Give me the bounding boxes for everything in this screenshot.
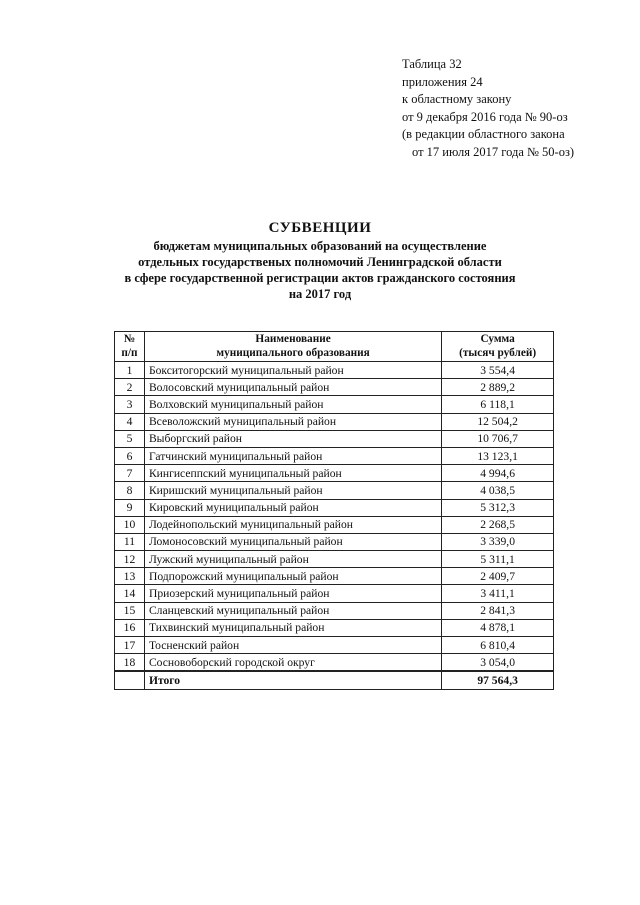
table-row <box>115 654 554 672</box>
appendix-note-line: к областному закону <box>402 92 512 106</box>
municipality-name: Лужский муниципальный район <box>144 551 441 568</box>
appendix-note-line: от 17 июля 2017 года № 50-оз) <box>412 144 575 159</box>
column-header-name: Наименование муниципального образования <box>144 332 441 362</box>
municipality-name: Всеволожский муниципальный район <box>144 413 441 430</box>
table-row <box>115 465 554 482</box>
column-header-sum: Сумма (тысяч рублей) <box>442 332 554 362</box>
row-number: 12 <box>115 551 145 568</box>
appendix-note-line: Таблица 32 <box>402 57 462 71</box>
row-number: 14 <box>115 585 145 602</box>
subvention-amount: 3 554,4 <box>442 362 554 379</box>
municipality-name: Сланцевский муниципальный район <box>144 602 441 619</box>
table-row <box>115 447 554 464</box>
municipality-name: Приозерский муниципальный район <box>144 585 441 602</box>
subvention-amount: 3 411,1 <box>442 585 554 602</box>
title-line: на 2017 год <box>288 287 352 301</box>
subvention-amount: 13 123,1 <box>442 447 554 464</box>
table-row <box>115 568 554 585</box>
table-row <box>115 585 554 602</box>
table-row <box>115 499 554 516</box>
row-number: 15 <box>115 602 145 619</box>
row-number: 13 <box>115 568 145 585</box>
row-number: 11 <box>115 533 145 550</box>
total-label: Итого <box>144 671 441 689</box>
row-number: 4 <box>115 413 145 430</box>
table-row <box>115 396 554 413</box>
appendix-note-line: приложения 24 <box>402 74 483 89</box>
municipality-name: Подпорожский муниципальный район <box>144 568 441 585</box>
appendix-note-line: (в редакции областного закона <box>402 127 565 141</box>
subventions-table <box>114 331 554 690</box>
row-number: 10 <box>115 516 145 533</box>
row-number: 17 <box>115 637 145 654</box>
row-number: 7 <box>115 465 145 482</box>
subvention-amount: 5 312,3 <box>442 499 554 516</box>
title-line: отдельных государственых полномочий Ленинградской области <box>138 255 502 269</box>
municipality-name: Гатчинский муниципальный район <box>144 447 441 464</box>
subvention-amount: 2 409,7 <box>442 568 554 585</box>
title-line: в сфере государственной регистрации актов гражданского состояния <box>124 271 516 285</box>
row-number: 3 <box>115 396 145 413</box>
municipality-name: Кировский муниципальный район <box>144 499 441 516</box>
table-header-row <box>115 332 554 362</box>
municipality-name: Киришский муниципальный район <box>144 482 441 499</box>
table-row <box>115 637 554 654</box>
table-row <box>115 602 554 619</box>
subvention-amount: 4 994,6 <box>442 465 554 482</box>
table-row <box>115 430 554 447</box>
total-row <box>115 671 554 689</box>
row-number: 18 <box>115 654 145 672</box>
row-number: 5 <box>115 430 145 447</box>
title-main: СУБВЕНЦИИ <box>268 220 372 236</box>
subvention-amount: 6 118,1 <box>442 396 554 413</box>
row-number: 1 <box>115 362 145 379</box>
subvention-amount: 2 268,5 <box>442 516 554 533</box>
municipality-name: Волосовский муниципальный район <box>144 379 441 396</box>
table-row <box>115 413 554 430</box>
subvention-amount: 4 878,1 <box>442 619 554 636</box>
table-row <box>115 619 554 636</box>
row-number: 6 <box>115 447 145 464</box>
municipality-name: Кингисеппский муниципальный район <box>144 465 441 482</box>
row-number: 16 <box>115 619 145 636</box>
subvention-amount: 4 038,5 <box>442 482 554 499</box>
appendix-note-line: от 9 декабря 2016 года № 90-оз <box>402 109 568 124</box>
row-number: 2 <box>115 379 145 396</box>
row-number: 9 <box>115 499 145 516</box>
table-row <box>115 362 554 379</box>
table-row <box>115 516 554 533</box>
subvention-amount: 10 706,7 <box>442 430 554 447</box>
municipality-name: Волховский муниципальный район <box>144 396 441 413</box>
subvention-amount: 12 504,2 <box>442 413 554 430</box>
table-row <box>115 379 554 396</box>
municipality-name: Тихвинский муниципальный район <box>144 619 441 636</box>
subvention-amount: 3 054,0 <box>442 654 554 672</box>
municipality-name: Сосновоборский городской округ <box>144 654 441 672</box>
municipality-name: Лодейнопольский муниципальный район <box>144 516 441 533</box>
table-row <box>115 482 554 499</box>
appendix-note <box>402 56 574 161</box>
table-row <box>115 551 554 568</box>
total-amount: 97 564,3 <box>442 671 554 689</box>
municipality-name: Выборгский район <box>144 430 441 447</box>
total-number <box>115 671 145 689</box>
municipality-name: Ломоносовский муниципальный район <box>144 533 441 550</box>
subvention-amount: 3 339,0 <box>442 533 554 550</box>
municipality-name: Тосненский район <box>144 637 441 654</box>
subvention-amount: 2 889,2 <box>442 379 554 396</box>
subvention-amount: 2 841,3 <box>442 602 554 619</box>
column-header-number: № п/п <box>115 332 145 362</box>
municipality-name: Бокситогорский муниципальный район <box>144 362 441 379</box>
subvention-amount: 6 810,4 <box>442 637 554 654</box>
title-line: бюджетам муниципальных образований на осуществление <box>153 239 487 253</box>
table-row <box>115 533 554 550</box>
subvention-amount: 5 311,1 <box>442 551 554 568</box>
row-number: 8 <box>115 482 145 499</box>
document-title <box>60 218 580 302</box>
